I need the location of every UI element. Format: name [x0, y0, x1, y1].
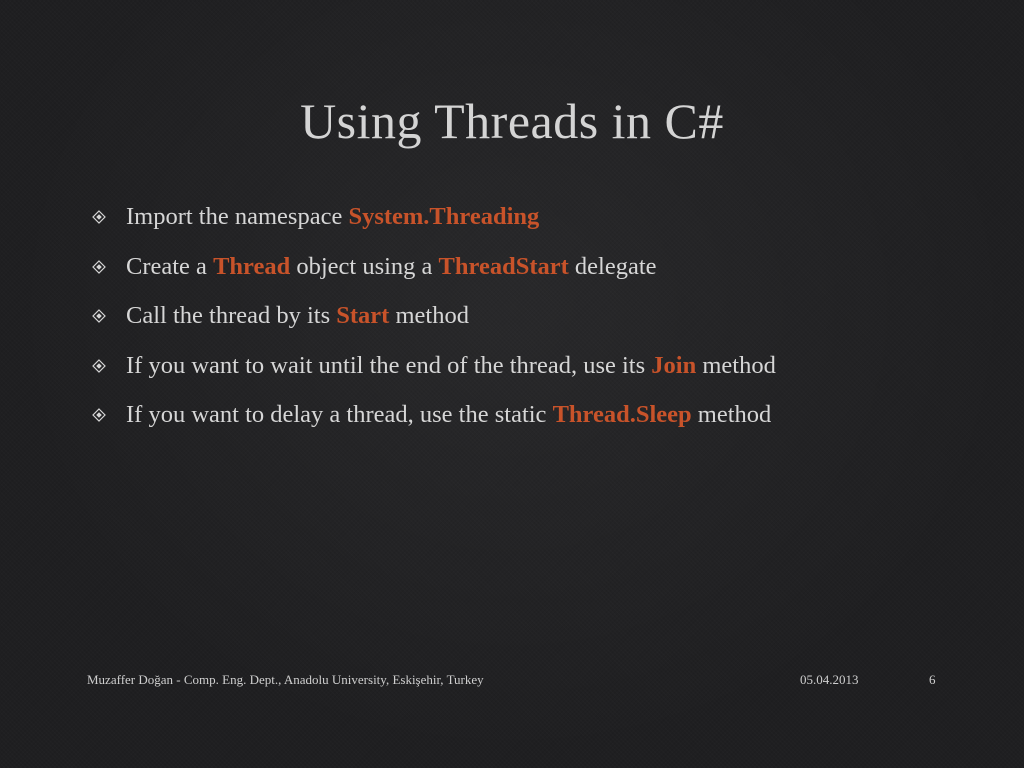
code-term: Start [336, 302, 390, 329]
bullet-text-part: If you want to wait until the end of the thread, use its [126, 351, 652, 379]
code-term: ThreadStart [438, 252, 569, 280]
diamond-bullet-icon [92, 359, 106, 373]
bullet-text [126, 396, 771, 434]
diamond-bullet-icon [92, 309, 106, 323]
diamond-bullet-icon [92, 408, 106, 422]
diamond-bullet-icon [92, 210, 106, 224]
list-item [92, 198, 972, 248]
bullet-text-part: If you want to delay a thread, use the static [126, 401, 553, 428]
bullet-text-part: Create a [126, 252, 214, 280]
list-item [92, 248, 972, 298]
bullet-text [126, 347, 776, 385]
bullet-text-part: delegate [568, 252, 657, 280]
slide-title: Using Threads in C# [300, 93, 724, 149]
code-term: Thread.Sleep [552, 401, 692, 428]
page-number: 6 [929, 672, 936, 687]
bullet-list [92, 198, 972, 446]
code-term: Thread [213, 252, 291, 280]
bullet-text-part: Import the namespace [126, 203, 349, 230]
bullet-text-part: object using a [290, 252, 439, 280]
footer-author: Muzaffer Doğan - Comp. Eng. Dept., Anadolu University, Eskişehir, Turkey [87, 672, 484, 687]
list-item [92, 297, 972, 347]
code-term: System.Threading [348, 203, 540, 230]
list-item [92, 347, 972, 397]
bullet-text [126, 198, 539, 236]
bullet-text-part: method [696, 351, 776, 379]
bullet-text-part: method [691, 401, 772, 428]
bullet-text-part: method [389, 302, 469, 329]
bullet-text [126, 297, 469, 335]
code-term: Join [651, 351, 697, 379]
list-item [92, 396, 972, 446]
bullet-text-part: Call the thread by its [126, 302, 337, 329]
diamond-bullet-icon [92, 260, 106, 274]
footer-date: 05.04.2013 [800, 672, 859, 687]
bullet-text [126, 248, 657, 286]
